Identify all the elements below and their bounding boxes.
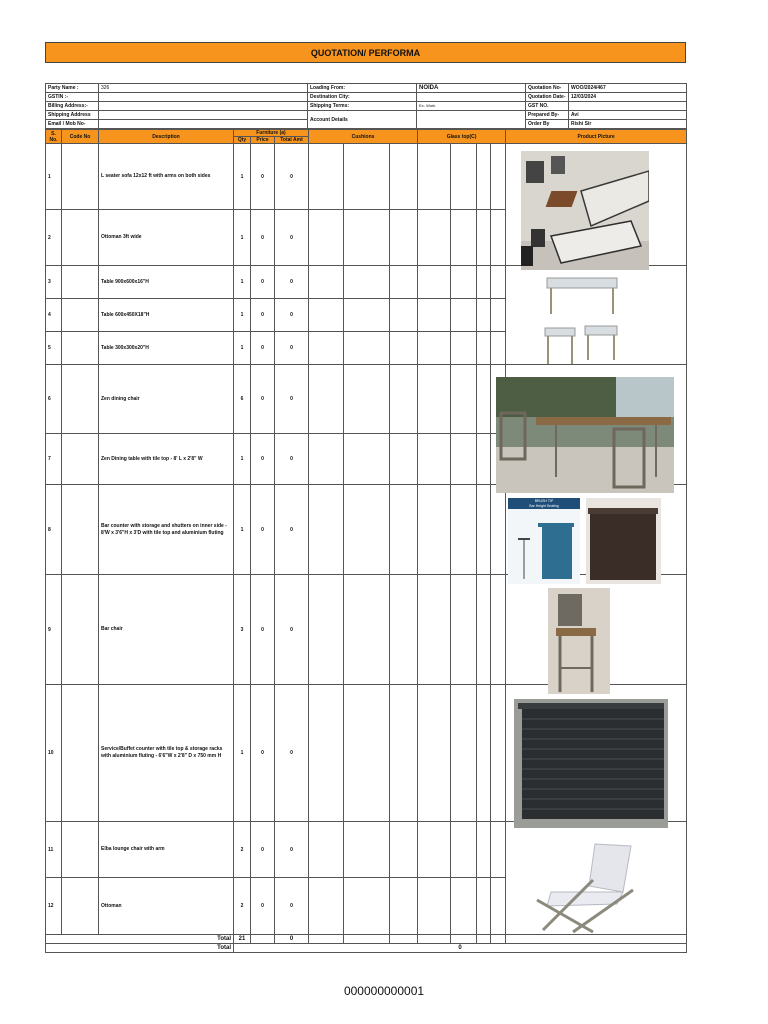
item-description: Ottoman 3ft wide (99, 210, 234, 266)
item-cushion (390, 210, 418, 266)
item-cushion (309, 575, 344, 685)
party-info-table (45, 83, 687, 129)
item-glass (477, 332, 491, 365)
item-qty: 3 (234, 575, 251, 685)
item-sno: 10 (46, 685, 62, 822)
item-price: 0 (251, 434, 275, 485)
item-glass (451, 210, 477, 266)
item-total-amt: 0 (275, 575, 309, 685)
item-glass (491, 575, 506, 685)
item-description: Zen Dining table with tile top - 8' L x 2'8" W (99, 434, 234, 485)
item-glass (477, 434, 491, 485)
email-label: Email / Mob No- (46, 120, 99, 129)
item-cushion (390, 266, 418, 299)
item-cushion (309, 210, 344, 266)
quotation-no-value: WOO/2024/467 (569, 84, 687, 93)
item-glass (477, 266, 491, 299)
item-cushion (390, 878, 418, 935)
item-sno: 9 (46, 575, 62, 685)
item-glass (491, 210, 506, 266)
item-glass (451, 485, 477, 575)
item-description: Bar counter with storage and shutters on inner side - 8'W x 3'6"H x 3'D with tile top and aluminium fluting (99, 485, 234, 575)
item-description: Table 300x300x20"H (99, 332, 234, 365)
item-qty: 1 (234, 434, 251, 485)
total-label: Total (46, 935, 234, 944)
footer-document-number: 000000000001 (343, 984, 425, 998)
item-total-amt: 0 (275, 299, 309, 332)
item-glass (451, 575, 477, 685)
item-code (62, 210, 99, 266)
item-glass (477, 822, 491, 878)
item-glass (418, 299, 451, 332)
bar-counter-sketch (508, 498, 580, 584)
item-qty: 1 (234, 266, 251, 299)
item-cushion (390, 434, 418, 485)
item-price: 0 (251, 878, 275, 935)
item-glass (418, 144, 451, 210)
item-cushion (344, 365, 390, 434)
item-cushion (390, 365, 418, 434)
item-cushion (309, 434, 344, 485)
item-cushion (390, 822, 418, 878)
item-glass (418, 485, 451, 575)
item-description: Service/Buffet counter with tile top & storage racks with aluminium fluting - 6'6"W x 2'8" D x 750 mm H (99, 685, 234, 822)
loading-from-value: NOIDA (417, 84, 526, 93)
item-cushion (309, 365, 344, 434)
item-cushion (309, 332, 344, 365)
item-glass (451, 266, 477, 299)
destination-label: Destination City: (308, 93, 417, 102)
item-glass (477, 210, 491, 266)
total-amt: 0 (275, 935, 309, 944)
item-sno: 12 (46, 878, 62, 935)
tables-picture (537, 274, 627, 370)
item-cushion (309, 822, 344, 878)
item-glass (491, 822, 506, 878)
item-sno: 8 (46, 485, 62, 575)
item-total-amt: 0 (275, 434, 309, 485)
bar-sketch-drawing (508, 509, 580, 583)
quotation-date-value: 12/03/2024 (569, 93, 687, 102)
item-cushion (344, 878, 390, 935)
item-cushion (390, 299, 418, 332)
item-cushion (390, 332, 418, 365)
quotation-title: QUOTATION/ PERFORMA (45, 42, 686, 63)
loading-from-label: Loading From: (308, 84, 417, 93)
item-sno: 4 (46, 299, 62, 332)
grand-total-label: Total (46, 944, 234, 953)
item-glass (418, 575, 451, 685)
item-total-amt: 0 (275, 266, 309, 299)
item-price: 0 (251, 365, 275, 434)
item-cushion (344, 685, 390, 822)
item-glass (491, 332, 506, 365)
item-sno: 3 (46, 266, 62, 299)
description-header: Description (99, 130, 234, 144)
item-glass (451, 822, 477, 878)
item-sno: 6 (46, 365, 62, 434)
item-code (62, 685, 99, 822)
item-cushion (344, 266, 390, 299)
shipping-terms-label: Shipping Terms: (308, 102, 417, 111)
item-cushion (309, 485, 344, 575)
item-price: 0 (251, 485, 275, 575)
item-qty: 1 (234, 485, 251, 575)
item-qty: 1 (234, 144, 251, 210)
item-price: 0 (251, 822, 275, 878)
item-glass (491, 144, 506, 210)
item-total-amt: 0 (275, 485, 309, 575)
item-code (62, 365, 99, 434)
item-cushion (390, 485, 418, 575)
cushions-header: Cushions (309, 130, 418, 144)
item-cushion (390, 685, 418, 822)
shipping-address-label: Shipping Address (46, 111, 99, 120)
item-glass (418, 878, 451, 935)
item-glass (477, 144, 491, 210)
item-glass (418, 266, 451, 299)
furniture-header: Furniture (a) (234, 130, 309, 137)
item-glass (491, 685, 506, 822)
item-glass (418, 365, 451, 434)
item-glass (491, 266, 506, 299)
bar-counter-picture (586, 498, 661, 584)
item-code (62, 434, 99, 485)
sno-header: S. No. (46, 130, 62, 144)
item-glass (451, 434, 477, 485)
item-description: Table 900x600x16"H (99, 266, 234, 299)
prepared-by-value: Avi (569, 111, 687, 120)
item-glass (418, 685, 451, 822)
item-sno: 2 (46, 210, 62, 266)
item-glass (451, 299, 477, 332)
item-cushion (309, 299, 344, 332)
item-glass (451, 878, 477, 935)
item-total-amt: 0 (275, 332, 309, 365)
item-cushion (344, 332, 390, 365)
item-glass (477, 299, 491, 332)
item-description: Zen dining chair (99, 365, 234, 434)
qty-header: Qty (234, 137, 251, 144)
item-code (62, 299, 99, 332)
item-price: 0 (251, 266, 275, 299)
item-description: Elba lounge chair with arm (99, 822, 234, 878)
billing-label: Billing Address:- (46, 102, 99, 111)
item-cushion (344, 210, 390, 266)
item-glass (418, 210, 451, 266)
item-sno: 1 (46, 144, 62, 210)
item-price: 0 (251, 144, 275, 210)
item-glass (477, 365, 491, 434)
item-code (62, 266, 99, 299)
item-code (62, 878, 99, 935)
quotation-date-label: Quotation Date- (526, 93, 569, 102)
item-glass (491, 878, 506, 935)
item-qty: 2 (234, 822, 251, 878)
item-glass (418, 332, 451, 365)
party-name-value: 326 (99, 84, 308, 93)
item-glass (418, 434, 451, 485)
item-qty: 1 (234, 299, 251, 332)
gstin-label: GSTIN :- (46, 93, 99, 102)
item-description: Table 600x450X18"H (99, 299, 234, 332)
product-picture-header: Product Picture (506, 130, 687, 144)
total-qty: 21 (234, 935, 251, 944)
grand-total-value: 0 (234, 944, 687, 953)
gst-no-label: GST NO. (526, 102, 569, 111)
item-total-amt: 0 (275, 144, 309, 210)
item-glass (451, 332, 477, 365)
item-cushion (344, 434, 390, 485)
item-qty: 1 (234, 210, 251, 266)
glass-top-header: Glass top(C) (418, 130, 506, 144)
party-name-label: Party Name : (46, 84, 99, 93)
item-total-amt: 0 (275, 822, 309, 878)
item-code (62, 332, 99, 365)
item-cushion (309, 878, 344, 935)
item-description: L seater sofa 12x12 ft with arms on both sides (99, 144, 234, 210)
item-price: 0 (251, 299, 275, 332)
item-cushion (309, 144, 344, 210)
item-cushion (344, 299, 390, 332)
item-glass (477, 878, 491, 935)
item-glass (477, 575, 491, 685)
item-total-amt: 0 (275, 685, 309, 822)
item-sno: 5 (46, 332, 62, 365)
item-price: 0 (251, 210, 275, 266)
item-code (62, 485, 99, 575)
total-amt-header: Total Amt (275, 137, 309, 144)
item-glass (451, 685, 477, 822)
account-details-label: Account Details (308, 111, 417, 129)
item-price: 0 (251, 332, 275, 365)
code-header: Code No (62, 130, 99, 144)
item-glass (451, 365, 477, 434)
bar-sketch-title: BRUSH TIP (508, 498, 580, 504)
item-glass (477, 485, 491, 575)
item-total-amt: 0 (275, 210, 309, 266)
item-code (62, 144, 99, 210)
item-cushion (344, 822, 390, 878)
item-glass (451, 144, 477, 210)
item-qty: 2 (234, 878, 251, 935)
lounge-chair-picture (533, 840, 638, 935)
item-cushion (344, 485, 390, 575)
item-total-amt: 0 (275, 365, 309, 434)
item-price: 0 (251, 575, 275, 685)
item-qty: 1 (234, 685, 251, 822)
item-description: Ottoman (99, 878, 234, 935)
item-cushion (390, 144, 418, 210)
item-cushion (390, 575, 418, 685)
item-total-amt: 0 (275, 878, 309, 935)
item-sno: 11 (46, 822, 62, 878)
bar-sketch-subtitle: Bar Height Seating (508, 504, 580, 509)
item-cushion (344, 144, 390, 210)
order-by-label: Order By (526, 120, 569, 129)
item-price: 0 (251, 685, 275, 822)
item-qty: 6 (234, 365, 251, 434)
item-cushion (344, 575, 390, 685)
quotation-no-label: Quotation No- (526, 84, 569, 93)
item-glass (491, 299, 506, 332)
item-code (62, 575, 99, 685)
sofa-set-picture (521, 151, 649, 270)
item-cushion (309, 685, 344, 822)
bar-chair-picture (548, 588, 610, 694)
shipping-terms-value: Ex- Work (417, 102, 526, 111)
item-qty: 1 (234, 332, 251, 365)
item-description: Bar chair (99, 575, 234, 685)
item-sno: 7 (46, 434, 62, 485)
item-glass (418, 822, 451, 878)
item-cushion (309, 266, 344, 299)
item-glass (491, 485, 506, 575)
prepared-by-label: Prepared By- (526, 111, 569, 120)
buffet-counter-picture (514, 699, 668, 828)
price-header: Price (251, 137, 275, 144)
item-glass (477, 685, 491, 822)
dining-set-picture (496, 377, 674, 493)
item-code (62, 822, 99, 878)
order-by-value: Rishi Sir (569, 120, 687, 129)
